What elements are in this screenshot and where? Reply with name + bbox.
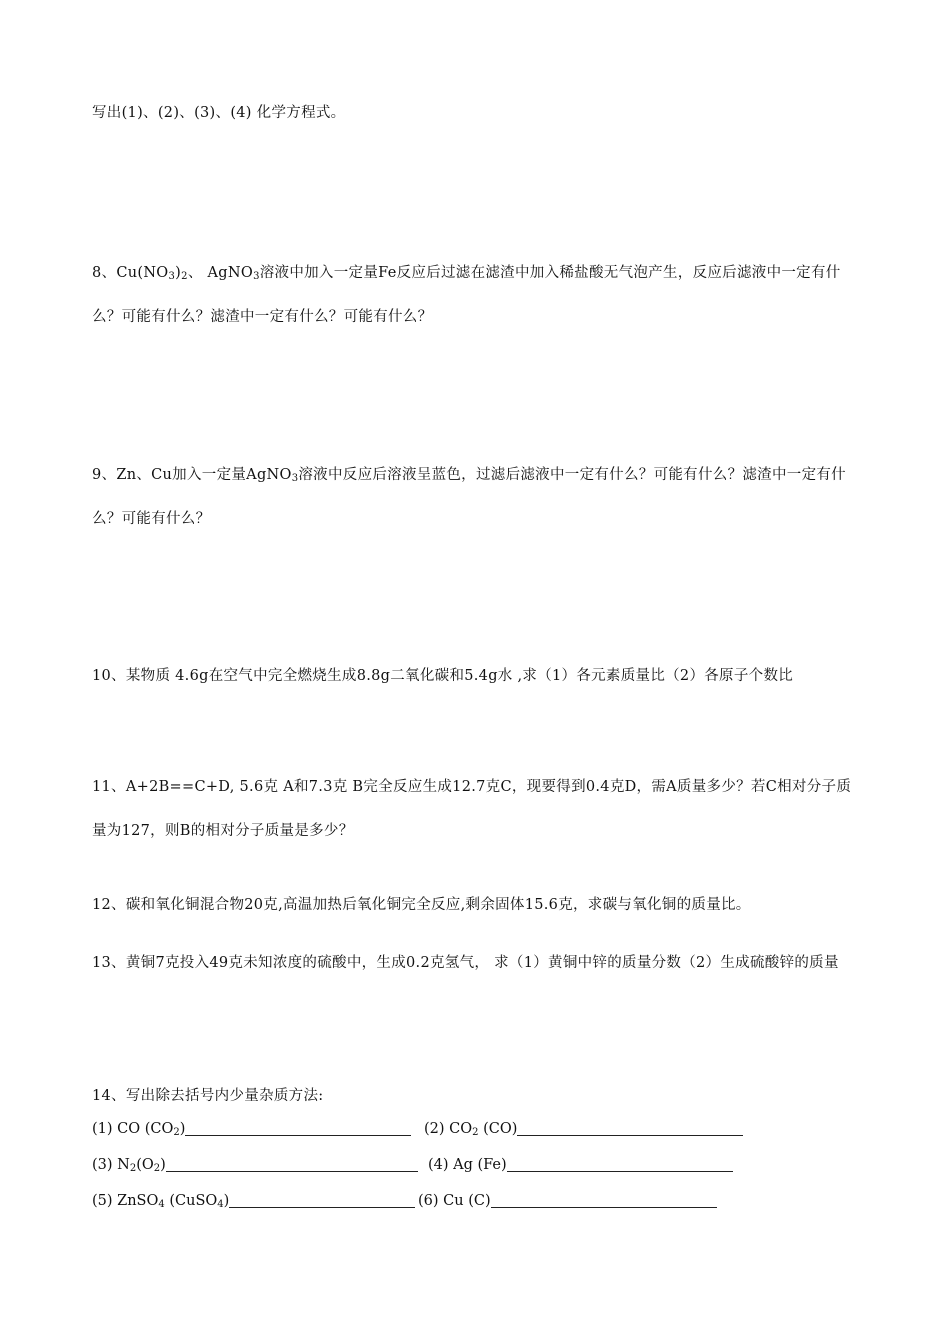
q10-text: 10、某物质 4.6g在空气中完全燃烧生成8.8g二氧化碳和5.4g水 ,求（1）各元素质量比（2）各原子个数比 bbox=[92, 668, 794, 684]
q9-sub-1: 3 bbox=[291, 473, 299, 484]
q9-text-1: 9、Zn、Cu加入一定量AgNO bbox=[92, 467, 292, 483]
answer-blank-1[interactable] bbox=[185, 1119, 411, 1136]
q14-item-2: (2) $CO_2$ (CO) bbox=[424, 1118, 743, 1140]
q8-text-2: ) bbox=[175, 265, 182, 281]
q11-text: 11、A+2B==C+D, 5.6克 A和7.3克 B完全反应生成12.7克C，现要得到0.4克D，需A质量多少？若C相对分子质量为127，则B的相对分子质量是多少？ bbox=[92, 779, 852, 839]
q14-row-1 bbox=[92, 1118, 792, 1140]
q8-text-3: 、 AgNO bbox=[187, 265, 254, 281]
q8-text-4: 溶液中加入一定量Fe反应后过滤在滤渣中加入稀盐酸无气泡产生，反应后滤液中一定有什么？可能有什么？滤渣中一定有什么？可能有什么？ bbox=[92, 265, 841, 325]
answer-blank-5[interactable] bbox=[229, 1191, 415, 1208]
q8-sub-2: 2 bbox=[181, 271, 188, 282]
answer-blank-4[interactable] bbox=[507, 1155, 733, 1172]
question-9 bbox=[92, 453, 860, 541]
question-14-title bbox=[92, 1074, 860, 1118]
question-10 bbox=[92, 654, 860, 698]
q8-sub-3: 3 bbox=[253, 271, 260, 282]
q13-text: 13、黄铜7克投入49克未知浓度的硫酸中，生成0.2克氢气， 求（1）黄铜中锌的质量分数（2）生成硫酸锌的质量 bbox=[92, 955, 839, 971]
q14-row-3 bbox=[92, 1190, 792, 1212]
intro-text: 写出(1)、(2)、(3)、(4) 化学方程式。 bbox=[92, 105, 346, 121]
q14-item-4: (4) Ag (Fe) bbox=[428, 1154, 733, 1176]
question-11 bbox=[92, 765, 860, 853]
question-12 bbox=[92, 883, 860, 927]
intro-instruction bbox=[92, 91, 860, 135]
question-8 bbox=[92, 251, 860, 339]
q14-item-3: (3) $N_2(O_2)$ bbox=[92, 1154, 418, 1176]
q9-text-2: 溶液中反应后溶液呈蓝色，过滤后滤液中一定有什么？可能有什么？滤渣中一定有什么？可能有什么？ bbox=[92, 467, 846, 527]
q14-item-1: (1) CO $(CO_2)$ bbox=[92, 1118, 411, 1140]
q14-title: 14、写出除去括号内少量杂质方法: bbox=[92, 1088, 324, 1104]
answer-blank-3[interactable] bbox=[166, 1155, 418, 1172]
q8-text-1: 8、Cu(NO bbox=[92, 265, 169, 281]
q8-sub-1: 3 bbox=[168, 271, 176, 282]
q14-item-6: (6) Cu (C) bbox=[418, 1190, 717, 1212]
question-13 bbox=[92, 941, 860, 985]
q14-row-2 bbox=[92, 1154, 792, 1176]
answer-blank-2[interactable] bbox=[517, 1119, 743, 1136]
q14-item-5: (5) ZnSO$_4$ (CuSO$_4$) bbox=[92, 1190, 415, 1212]
answer-blank-6[interactable] bbox=[491, 1191, 717, 1208]
q12-text: 12、碳和氧化铜混合物20克,高温加热后氧化铜完全反应,剩余固体15.6克，求碳与氧化铜的质量比。 bbox=[92, 897, 751, 913]
